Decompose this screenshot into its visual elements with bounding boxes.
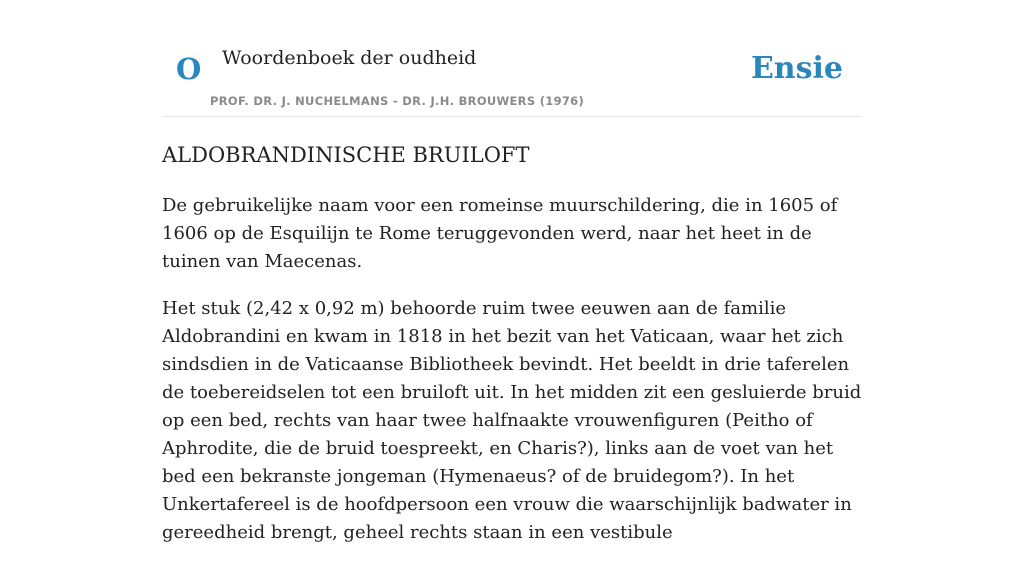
book-authors: PROF. DR. J. NUCHELMANS - DR. J.H. BROUWERS (1976) — [210, 94, 585, 108]
index-letter[interactable]: O — [176, 52, 202, 86]
header — [162, 0, 862, 117]
entry-paragraph-1: De gebruikelijke naam voor een romeinse muurschildering, die in 1605 of 1606 op de Esquilijn te Rome teruggevonden werd, naar het heet in de tuinen van Maecenas. — [162, 195, 838, 272]
entry-content — [162, 192, 862, 566]
entry-title: ALDOBRANDINISCHE BRUILOFT — [162, 143, 530, 167]
book-title[interactable]: Woordenboek der oudheid — [222, 47, 477, 69]
ensie-logo-link[interactable]: Ensie — [750, 51, 843, 86]
entry-paragraph-2: Het stuk (2,42 x 0,92 m) behoorde ruim twee eeuwen aan de familie Aldobrandini en kwam in 1818 in het bezit van het Vaticaan, waar het zich sindsdien in de Vaticaanse Bibliotheek bevindt. Het beeldt in drie taferelen de toebereidselen tot een bruiloft uit. In het midden zit een gesluierde bruid op een bed, rechts van haar twee halfnaakte vrouwenfiguren (Peitho of Aphrodite, die de bruid toespreekt, en Charis?), links aan de voet van het bed een bekranste jongeman (Hymenaeus? of de bruidegom?). In het Unkertafereel is de hoofdpersoon een vrouw die waarschijnlijk badwater in gereedheid brengt, geheel rechts staan in een vestibule — [162, 298, 862, 543]
